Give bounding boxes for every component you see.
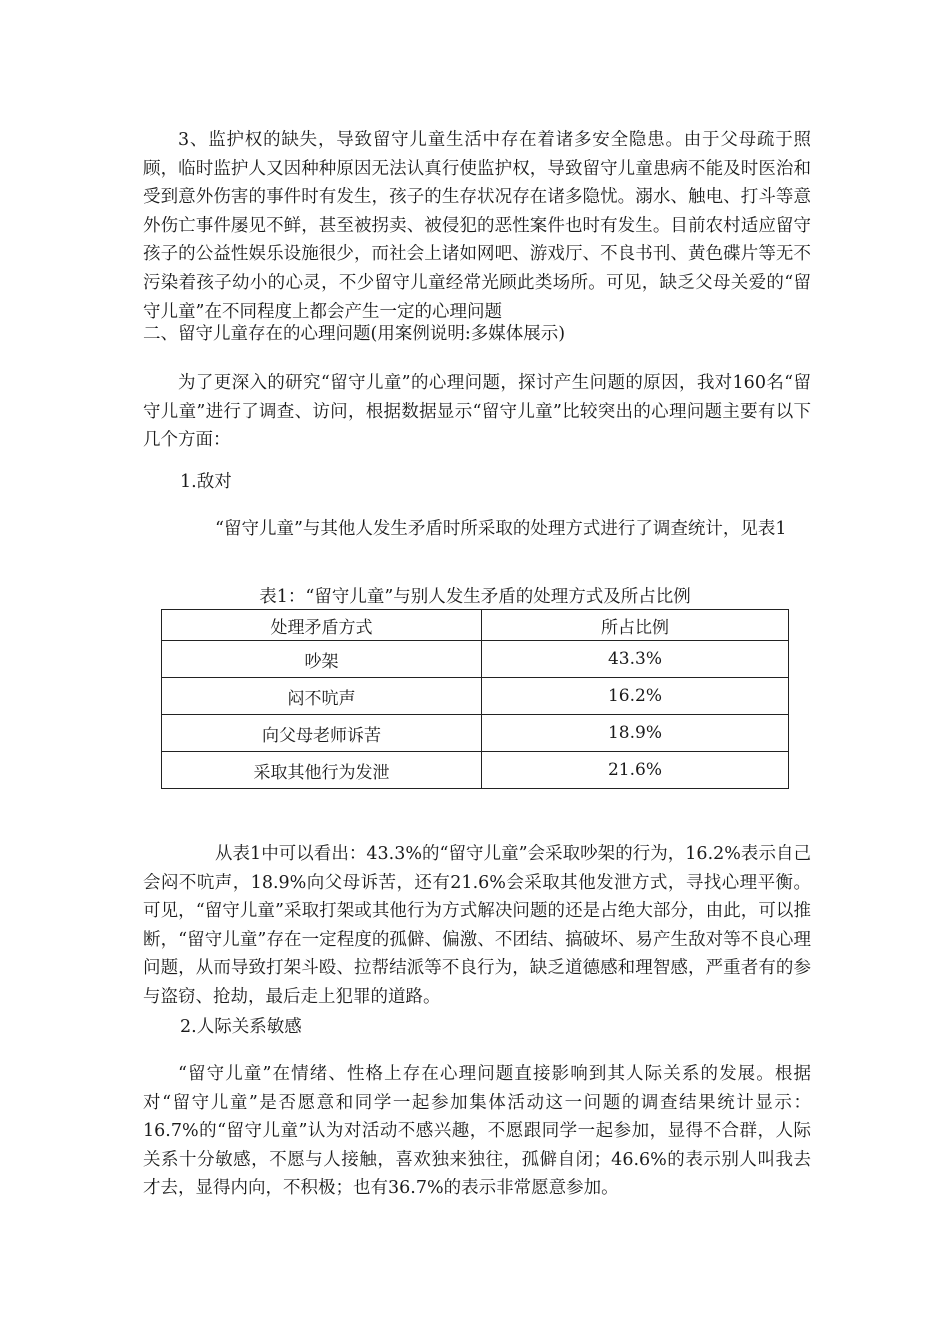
table-cell-method: 采取其他行为发泄 <box>162 752 482 789</box>
section-heading-psychological-problems: 二、留守儿童存在的心理问题(用案例说明:多媒体展示) <box>143 324 566 344</box>
table-row <box>162 715 789 752</box>
paragraph-table-intro: “留守儿童”与其他人发生矛盾时所采取的处理方式进行了调查统计，见表1 <box>215 519 787 539</box>
table-cell-method: 吵架 <box>162 641 482 678</box>
paragraph-interpersonal: “留守儿童”在情绪、性格上存在心理问题直接影响到其人际关系的发展。根据对“留守儿童”是否愿意和同学一起参加集体活动这一问题的调查结果统计显示：16.7%的“留守儿童”认为对活动不感兴趣，不愿跟同学一起参加，显得不合群，人际关系十分敏感，不愿与人接触，喜欢独来独往，孤僻自闭；46.6%的表示别人叫我去才去，显得内向，不积极；也有36.7%的表示非常愿意参加。 <box>143 1064 811 1199</box>
table-header-cell: 所占比例 <box>482 610 789 641</box>
subheading-hostility: 1.敌对 <box>180 472 232 492</box>
table-cell-method: 向父母老师诉苦 <box>162 715 482 752</box>
paragraph-guardianship: 3、监护权的缺失，导致留守儿童生活中存在着诸多安全隐患。由于父母疏于照顾，临时监护人又因种种原因无法认真行使监护权，导致留守儿童患病不能及时医治和受到意外伤害的事件时有发生，孩子的生存状况存在诸多隐忧。溺水、触电、打斗等意外伤亡事件屡见不鲜，甚至被拐卖、被侵犯的恶性案件也时有发生。目前农村适应留守孩子的公益性娱乐设施很少，而社会上诸如网吧、游戏厅、不良书刊、黄色碟片等无不污染着孩子幼小的心灵，不少留守儿童经常光顾此类场所。可见，缺乏父母关爱的“留守儿童”在不同程度上都会产生一定的心理问题 <box>143 130 811 322</box>
table-row <box>162 678 789 715</box>
table-header-cell: 处理矛盾方式 <box>162 610 482 641</box>
table-caption: 表1：“留守儿童”与别人发生矛盾的处理方式及所占比例 <box>259 587 691 607</box>
table-row <box>162 752 789 789</box>
table-row <box>162 641 789 678</box>
table-cell-percentage: 21.6% <box>482 752 789 789</box>
paragraph-survey-intro: 为了更深入的研究“留守儿童”的心理问题，探讨产生问题的原因，我对160名“留守儿童”进行了调查、访问，根据数据显示“留守儿童”比较突出的心理问题主要有以下几个方面： <box>143 373 811 451</box>
table-cell-percentage: 16.2% <box>482 678 789 715</box>
table-cell-method: 闷不吭声 <box>162 678 482 715</box>
table-header-row <box>162 610 789 641</box>
subheading-interpersonal-sensitivity: 2.人际关系敏感 <box>180 1017 302 1037</box>
conflict-handling-table <box>161 609 789 789</box>
paragraph-table-analysis: 从表1中可以看出：43.3%的“留守儿童”会采取吵架的行为，16.2%表示自己会闷不吭声，18.9%向父母诉苦，还有21.6%会采取其他发泄方式，寻找心理平衡。可见，“留守儿童”采取打架或其他行为方式解决问题的还是占绝大部分，由此，可以推断，“留守儿童”存在一定程度的孤僻、偏激、不团结、搞破坏、易产生敌对等不良心理问题，从而导致打架斗殴、拉帮结派等不良行为，缺乏道德感和理智感，严重者有的参与盗窃、抢劫，最后走上犯罪的道路。 <box>143 844 811 1007</box>
table-cell-percentage: 43.3% <box>482 641 789 678</box>
table-cell-percentage: 18.9% <box>482 715 789 752</box>
